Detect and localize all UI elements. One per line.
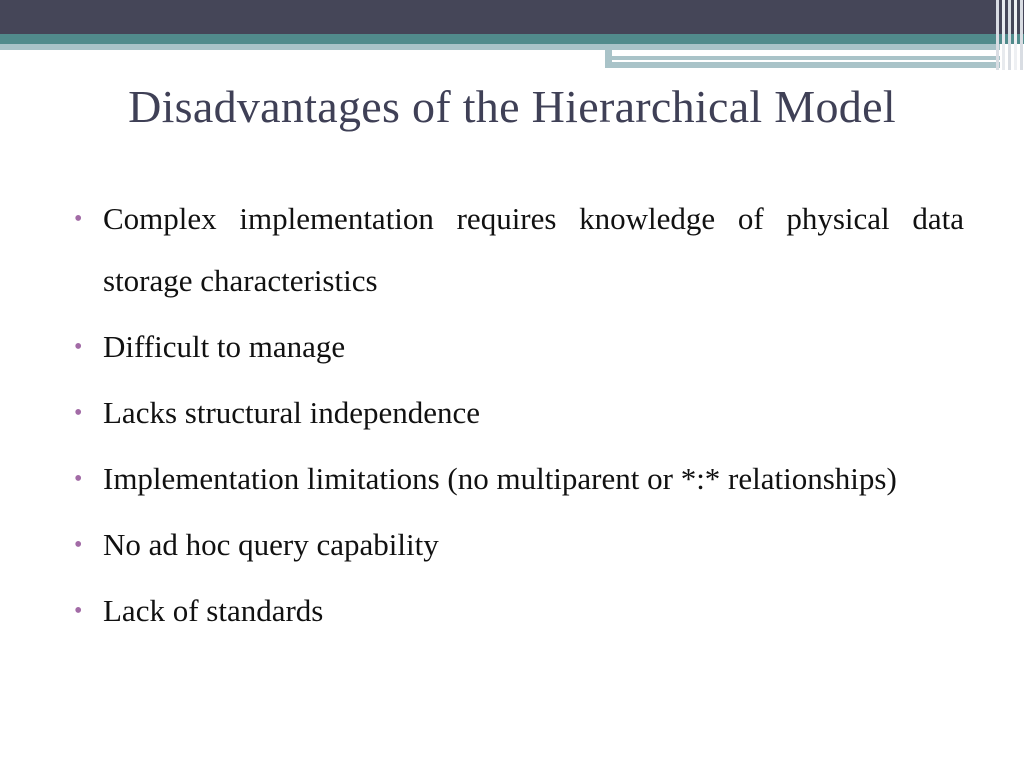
decorative-stripe (1020, 0, 1023, 70)
decorative-stripe (1014, 0, 1017, 70)
decorative-stripe (1008, 0, 1011, 70)
bullet-icon: • (74, 400, 83, 426)
bullet-item (74, 188, 964, 312)
bullet-icon: • (74, 206, 83, 232)
bullet-item (74, 448, 964, 510)
decorative-stripe (1002, 0, 1005, 70)
header-band-light (0, 44, 605, 50)
bullet-list (74, 188, 964, 646)
bullet-item (74, 316, 964, 378)
bullet-icon: • (74, 598, 83, 624)
bullet-icon: • (74, 532, 83, 558)
bullet-icon: • (74, 466, 83, 492)
decorative-stripe (996, 0, 999, 70)
header-band-inner (612, 50, 1000, 56)
slide-title: Disadvantages of the Hierarchical Model (128, 81, 896, 132)
header-thin-line (612, 60, 1000, 62)
bullet-text: Complex implementation requires knowledge of physical data storage characteristics (103, 201, 964, 298)
bullet-item (74, 382, 964, 444)
bullet-text: Lacks structural independence (103, 395, 480, 430)
bullet-text: Lack of standards (103, 593, 324, 628)
bullet-item (74, 514, 964, 576)
bullet-text: No ad hoc query capability (103, 527, 439, 562)
bullet-text: Difficult to manage (103, 329, 346, 364)
bullet-item (74, 580, 964, 642)
header-band-teal (0, 34, 1024, 44)
header-band-dark (0, 0, 1024, 34)
bullet-text: Implementation limitations (no multiparent or *:* relationships) (103, 461, 897, 496)
header-band-light-right (605, 44, 1000, 68)
bullet-icon: • (74, 334, 83, 360)
